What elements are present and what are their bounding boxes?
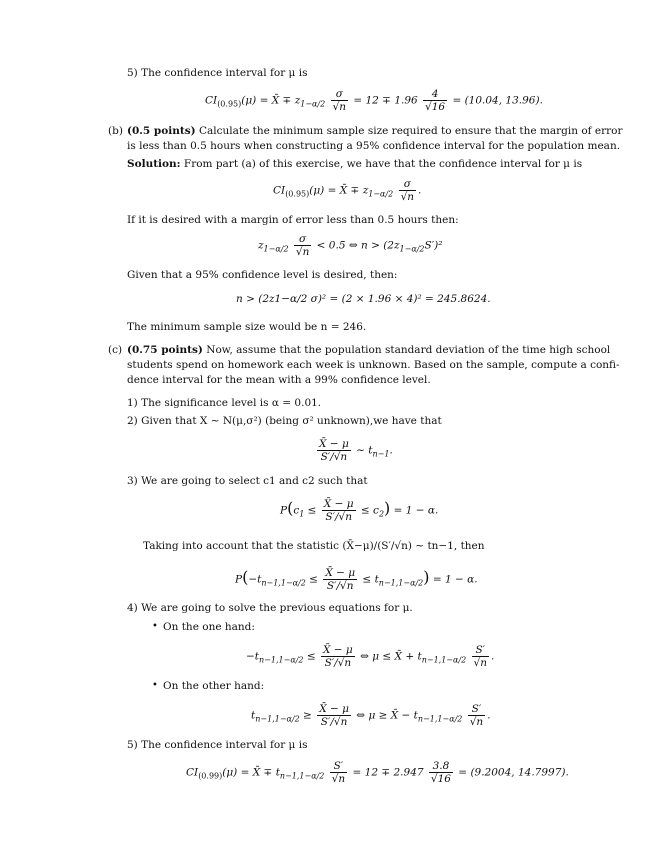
equation-n: n > (2z1−α/2 σ)² = (2 × 1.96 × 4)² = 245.8624. (236, 293, 491, 305)
given-text: Given that a 95% confidence level is desired, then: (127, 269, 398, 281)
equation-ci95-full: $CI_{(0.95)}(\mu)$ = X̄ ∓ $z_{1-\alpha/2}$ $\frac{\sigma}{√n}$ = 12 ∓ 1.96 $\frac{4}{√16}$ = (10.04, 13.96). (205, 88, 543, 113)
equation-bullet-2: $t_{n-1,1-\alpha/2}$ ≥ $\frac{X̄ - \mu}{S'/√n}$ ⇔ μ ≥ X̄ − $t_{n-1,1-\alpha/2}$ $\frac{S'}{√n}$ . (251, 703, 491, 728)
part-c-item-5: 5) The confidence interval for μ is (127, 739, 308, 751)
part-c-label: (c) (108, 344, 123, 356)
part-b-text-2: is less than 0.5 hours when constructing a 95% confidence interval for the population mean. (127, 140, 621, 152)
part-c-item-3: 3) We are going to select c1 and c2 such that (127, 475, 368, 487)
part-c-intro (127, 343, 610, 357)
bullet-2-marker: • (152, 680, 158, 691)
equation-ci99: $CI_{(0.99)}(\mu)$ = X̄ ∓ $t_{n-1,1-\alpha/2}$ $\frac{S'}{√n}$ = 12 ∓ 2.947 $\frac{3.8}{√16}$ = (9.2004, 14.7997). (186, 760, 569, 785)
bullet-2-text: On the other hand: (163, 680, 265, 692)
equation-ci95: $CI_{(0.95)}(\mu)$ = X̄ ∓ $z_{1-\alpha/2}$ $\frac{\sigma}{√n}$ . (273, 178, 422, 203)
equation-t-dist: $\frac{X̄ - \mu}{S'/√n}$ ∼ $t_{n-1}$. (319, 438, 393, 463)
part-b-text-1: Calculate the minimum sample size required to ensure that the margin of error (198, 125, 623, 137)
part-b-label: (b) (108, 125, 123, 137)
part-c-item-4: 4) We are going to solve the previous equations for μ. (127, 602, 413, 614)
part-c-item-1: 1) The significance level is α = 0.01. (127, 397, 322, 409)
equation-prob-2: $P(-t_{n-1,1-\alpha/2}$ ≤ $\frac{X̄ - \mu}{S'/√n}$ ≤ $t_{n-1,1-\alpha/2}) = 1 - \alpha$. (235, 567, 478, 592)
equation-margin: $z_{1-\alpha/2}$ $\frac{\sigma}{√n}$ < 0.5 ⇔ $n > (2z_{1-\alpha/2}S')^2$ (258, 233, 443, 258)
part-b-intro (127, 124, 623, 138)
margin-text: If it is desired with a margin of error less than 0.5 hours then: (127, 214, 459, 226)
solution-text: From part (a) of this exercise, we have that the confidence interval for μ is (183, 158, 583, 170)
part-c-text-1: Now, assume that the population standard deviation of the time high school (206, 344, 611, 356)
part-c-text-3: dence interval for the mean with a 99% confidence level. (127, 374, 431, 386)
equation-prob-1: $P(c_1$ ≤ $\frac{X̄ - \mu}{S'/√n}$ ≤ $c_2) = 1 - \alpha$. (280, 498, 439, 523)
solution-label: Solution: (127, 158, 181, 170)
bullet-1-text: On the one hand: (163, 621, 255, 633)
min-sample-text: The minimum sample size would be n = 246. (127, 321, 367, 333)
part-b-points: (0.5 points) (127, 125, 196, 137)
part-c-item-2: 2) Given that X ∼ N(μ,σ²) (being σ² unknown),we have that (127, 415, 442, 427)
part-c-points: (0.75 points) (127, 344, 203, 356)
part-b-solution (127, 157, 582, 171)
part-c-text-2: students spend on homework each week is unknown. Based on the sample, compute a confi- (127, 359, 620, 371)
equation-bullet-1: $-t_{n-1,1-\alpha/2}$ ≤ $\frac{X̄ - \mu}{S'/√n}$ ⇔ μ ≤ X̄ + $t_{n-1,1-\alpha/2}$ $\frac{S'}{√n}$ . (246, 644, 495, 669)
bullet-1-marker: • (152, 621, 158, 632)
taking-text: Taking into account that the statistic (X̄−μ)/(S′/√n) ∼ tn−1, then (143, 540, 485, 552)
part-a-item-5: 5) The confidence interval for μ is (127, 67, 308, 79)
